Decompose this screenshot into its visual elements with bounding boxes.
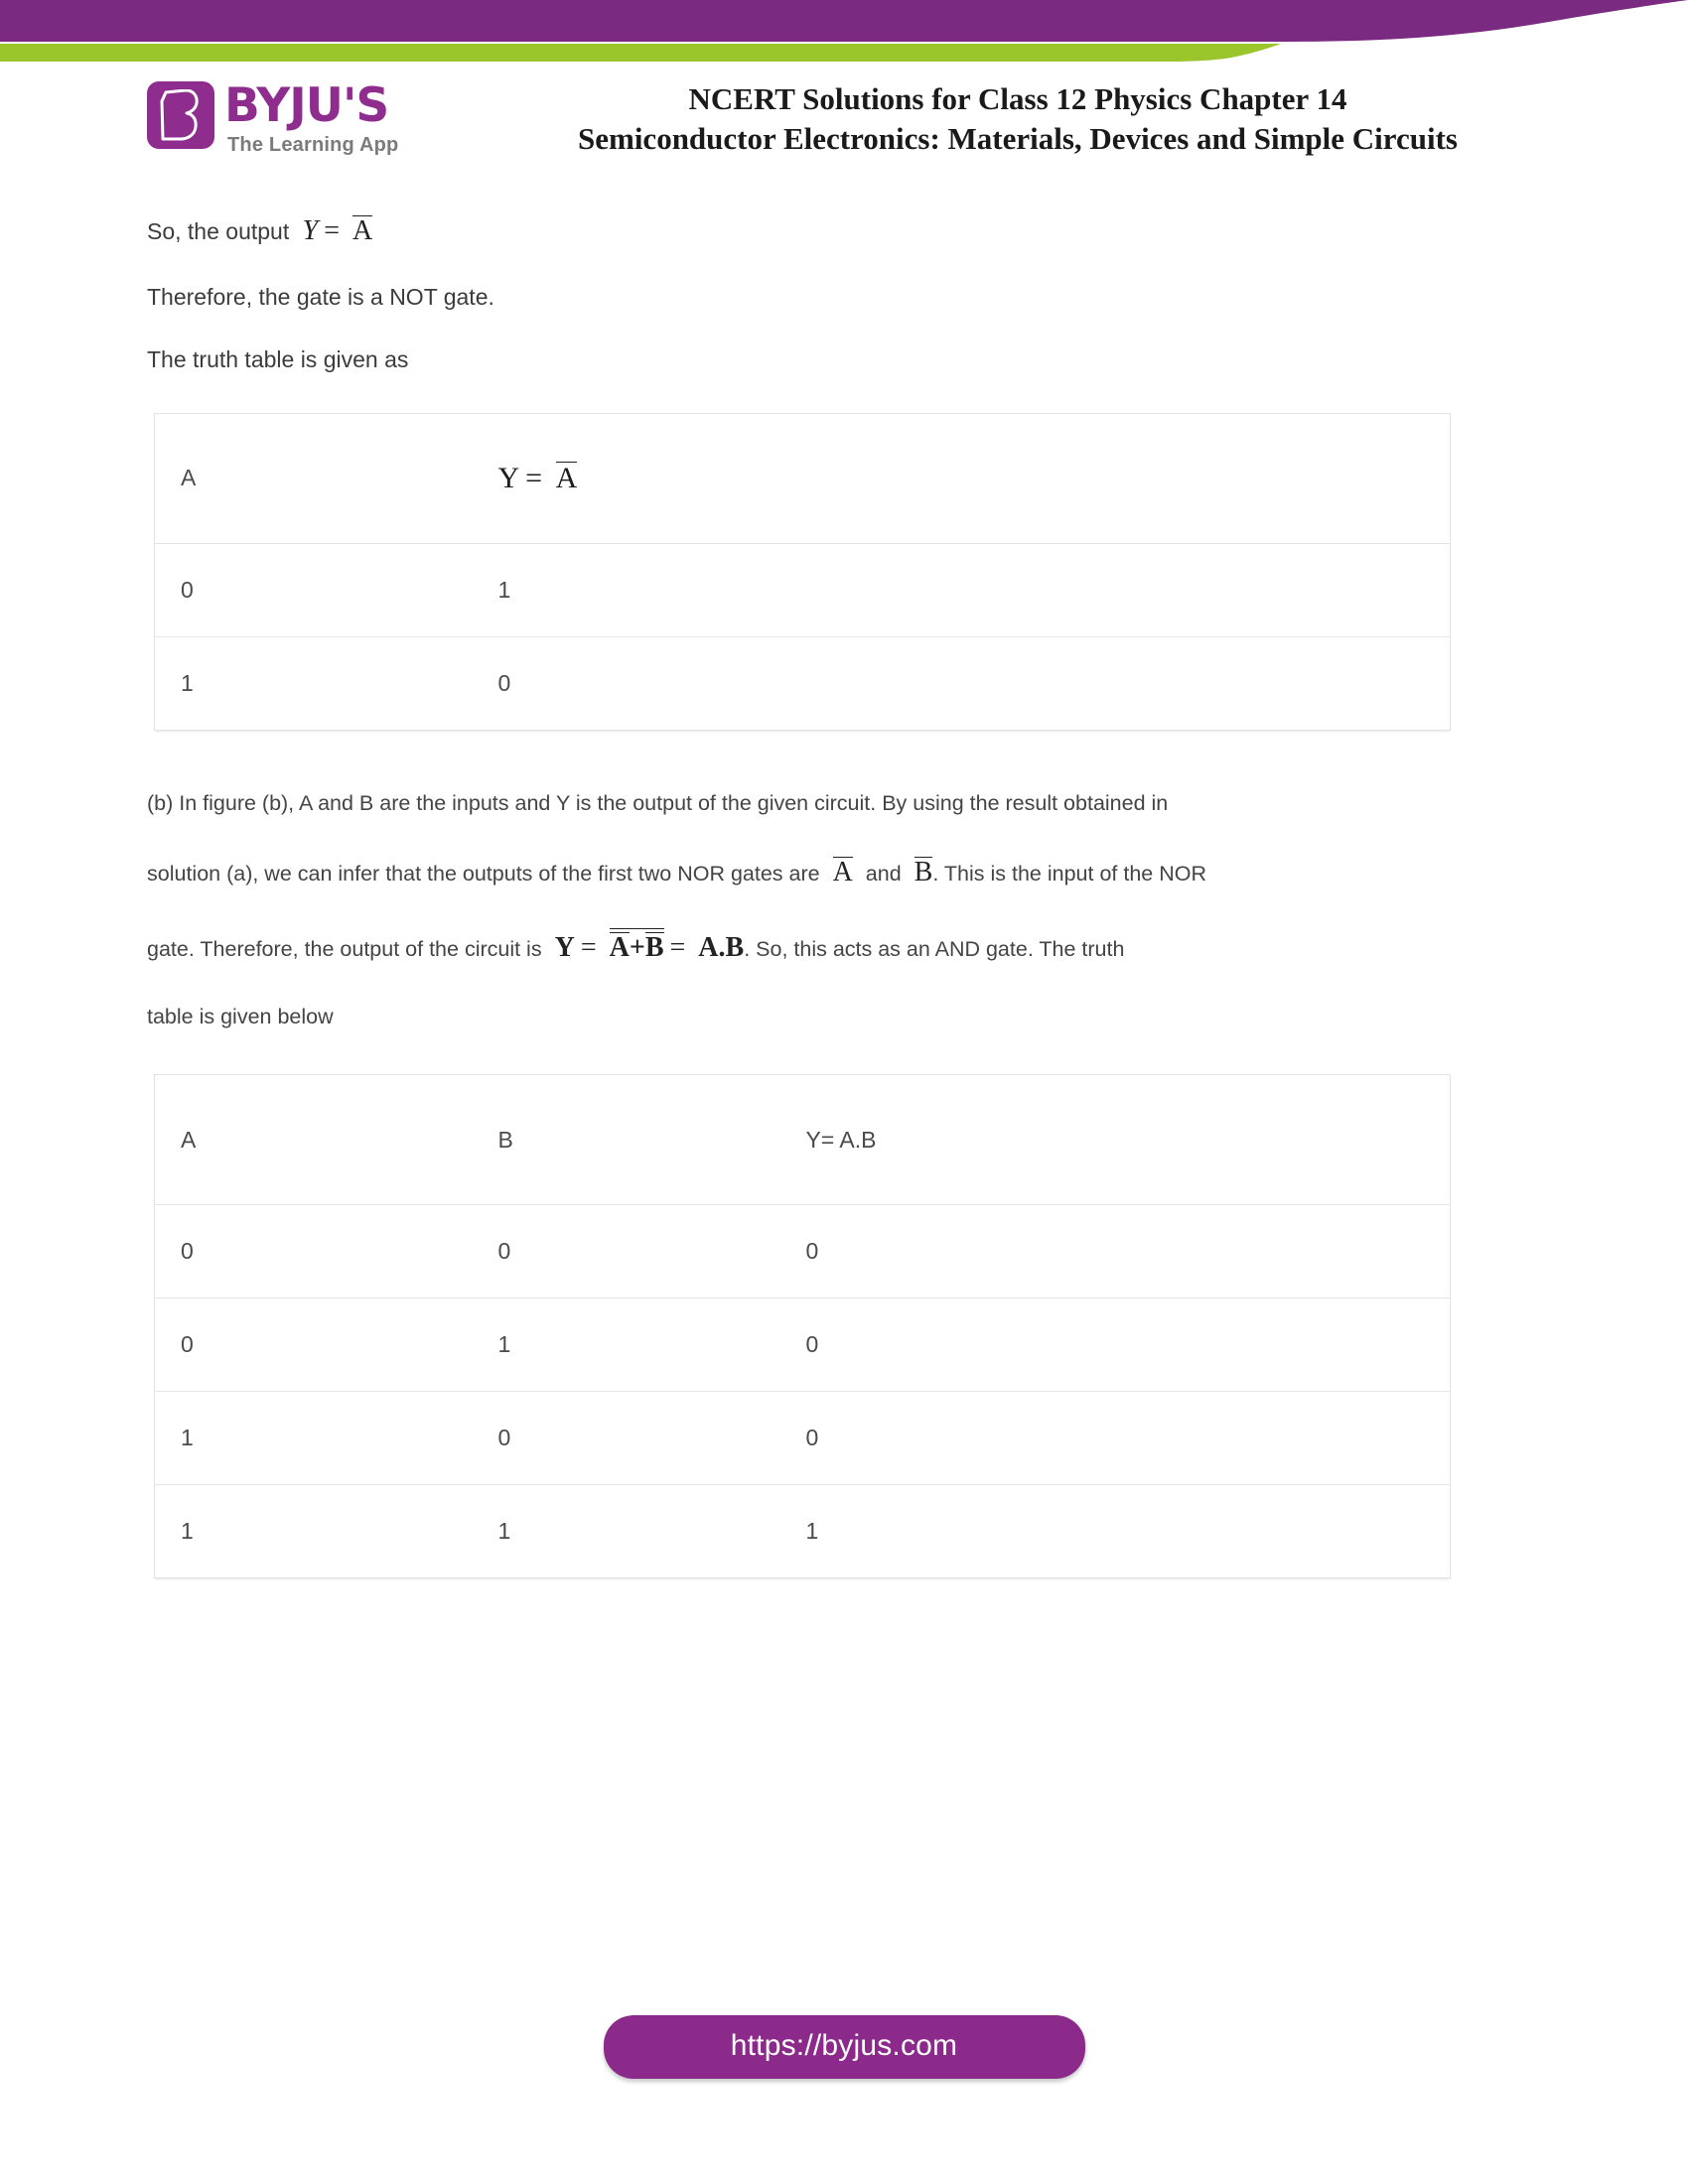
banner-purple-shape xyxy=(0,0,1688,42)
t1-header-y-symbol: Y xyxy=(497,461,520,494)
t2-r2-b: 0 xyxy=(473,1392,780,1485)
t1-header-y-equals: = xyxy=(525,461,543,494)
logo-tagline: The Learning App xyxy=(227,134,399,156)
t2-r0-a: 0 xyxy=(155,1205,473,1298)
formula-y: Y xyxy=(302,215,319,246)
page-title-line-2: Semiconductor Electronics: Materials, Devices and Simple Circuits xyxy=(578,121,1458,157)
t2-r3-y: 1 xyxy=(805,1518,819,1545)
page-title-line-1: NCERT Solutions for Class 12 Physics Chapter 14 xyxy=(688,81,1347,116)
table-header-row xyxy=(155,1075,1451,1205)
formula-equals: = xyxy=(324,215,340,246)
t2-header-a: A xyxy=(155,1075,473,1205)
banner-green-shape xyxy=(0,44,1281,62)
paragraph-b-line-2 xyxy=(147,855,1468,890)
table-row xyxy=(155,1205,1451,1298)
formula-b-ab: A.B xyxy=(698,932,745,964)
table-row xyxy=(155,636,1451,730)
not-gate-statement: Therefore, the gate is a NOT gate. xyxy=(147,283,494,310)
t1-r1-a: 1 xyxy=(181,669,194,696)
table-row xyxy=(155,1392,1451,1485)
table-row xyxy=(155,1485,1451,1578)
output-statement-formula xyxy=(296,215,373,246)
paragraph-b-line-2-pre: solution (a), we can infer that the outputs of the first two NOR gates are xyxy=(147,862,820,887)
t2-r0-y: 0 xyxy=(780,1205,1451,1298)
paragraph-b-line-3-post: . So, this acts as an AND gate. The truth xyxy=(744,937,1125,962)
paragraph-b-b-bar-glyph: B xyxy=(914,857,933,888)
formula-a-bar: A xyxy=(352,215,373,246)
paragraph-b-line-1: (b) In figure (b), A and B are the inputs and Y is the output of the given circuit. By using the result obtained in xyxy=(147,790,1169,815)
output-statement-text: So, the output xyxy=(147,218,290,244)
table-row xyxy=(155,543,1451,636)
byjus-logo xyxy=(147,78,399,156)
t2-r1-y: 0 xyxy=(780,1298,1451,1392)
t1-r0-a: 0 xyxy=(155,543,473,636)
formula-b-plus: + xyxy=(629,932,645,964)
truth-table-1-wrapper xyxy=(0,413,1688,731)
t1-r1-y: 0 xyxy=(497,669,511,696)
t2-r3-a: 1 xyxy=(181,1518,194,1545)
paragraph-b-line-4: table is given below xyxy=(147,1004,334,1028)
formula-b-b-bar: B xyxy=(644,932,664,964)
logo-b-icon xyxy=(160,89,200,141)
paragraph-b-b-bar xyxy=(908,857,933,887)
t2-r3-b: 1 xyxy=(497,1518,511,1545)
truth-table-intro: The truth table is given as xyxy=(147,346,409,373)
formula-b-outer-bar xyxy=(610,928,664,962)
t1-header-y xyxy=(473,413,1451,543)
formula-b-a-bar: A xyxy=(609,932,630,964)
t2-r0-b: 0 xyxy=(473,1205,780,1298)
truth-table-2-wrapper xyxy=(0,1074,1688,1578)
formula-b-eq2: = xyxy=(669,932,686,964)
paragraph-b-a-bar xyxy=(826,857,860,887)
formula-b-y: Y xyxy=(554,932,575,964)
page-header xyxy=(0,69,1688,179)
paragraph-b-a-bar-glyph: A xyxy=(832,857,853,888)
t1-header-y-formula xyxy=(498,462,578,494)
t2-r1-a: 0 xyxy=(155,1298,473,1392)
t2-header-y: Y= A.B xyxy=(780,1075,1451,1205)
decorative-top-banner xyxy=(0,0,1688,62)
table-row xyxy=(155,1298,1451,1392)
t2-r2-y: 0 xyxy=(780,1392,1451,1485)
truth-table-and-gate xyxy=(154,1074,1451,1578)
paragraph-b-line-3 xyxy=(147,928,1468,966)
t2-header-b: B xyxy=(473,1075,780,1205)
banner-shapes xyxy=(0,0,1688,62)
page-footer xyxy=(0,2015,1688,2079)
t2-r2-a: 1 xyxy=(155,1392,473,1485)
document-body xyxy=(0,213,1688,1578)
logo-wordmark: BYJU'S xyxy=(224,78,389,133)
paragraph-b-formula xyxy=(548,932,745,963)
output-statement xyxy=(147,213,1468,249)
byjus-url-button[interactable]: https://byjus.com xyxy=(604,2015,1085,2079)
byjus-logo-mark xyxy=(147,81,214,149)
t1-header-y-abar: A xyxy=(555,461,578,494)
page-title xyxy=(397,79,1638,160)
truth-table-not-gate xyxy=(154,413,1451,731)
table-header-row xyxy=(155,413,1451,543)
t2-r1-b: 1 xyxy=(473,1298,780,1392)
t1-r0-y: 1 xyxy=(473,543,1451,636)
t1-header-a: A xyxy=(155,413,473,543)
paragraph-b-line-2-post: . This is the input of the NOR xyxy=(932,862,1206,887)
paragraph-b-line-3-pre: gate. Therefore, the output of the circuit is xyxy=(147,937,542,962)
paragraph-b-line-2-mid: and xyxy=(865,862,902,887)
formula-b-eq1: = xyxy=(580,932,597,964)
